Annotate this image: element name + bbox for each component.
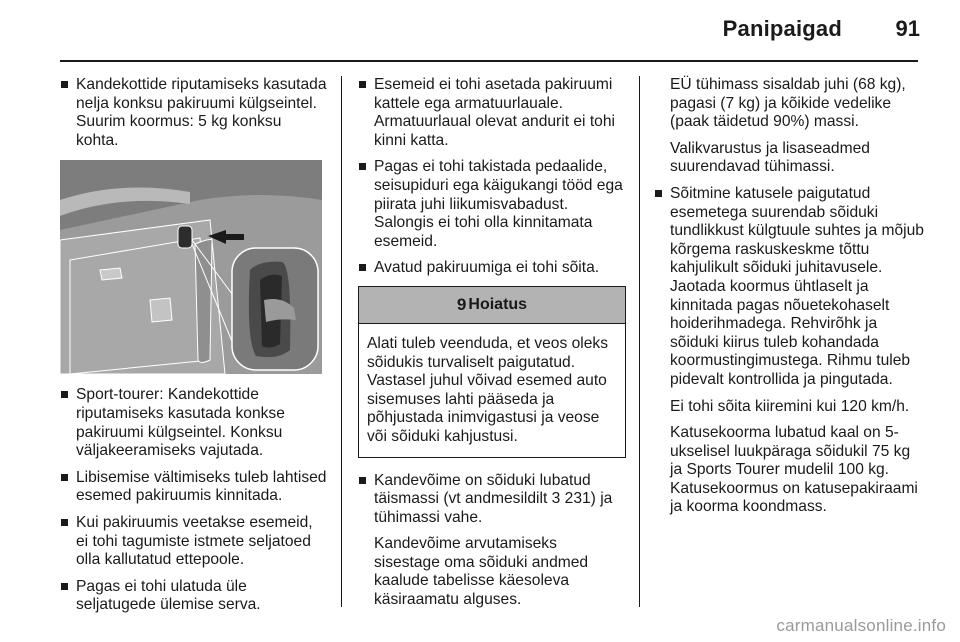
warning-triangle-icon: 9 xyxy=(456,294,467,314)
column-3 xyxy=(654,76,924,525)
warning-text: Alati tuleb veenduda, et veos oleks sõidukis turvaliselt paigutatud. Vastasel juhul võivad esemed auto sisemuses lahti pääseda ja põhjustada inimvigastusi ja veose või sõiduki kahjustusi. xyxy=(367,334,608,445)
bullet-square-icon xyxy=(655,190,662,197)
trunk-hook-illustration xyxy=(60,160,322,374)
bullet-text: Esemeid ei tohi asetada pakiruumi kattele ega armatuurlauale. Armatuurlaual olevat andurit ei tohi kinni katta. xyxy=(374,76,615,149)
bullet-item xyxy=(60,469,328,506)
warning-title: Hoiatus xyxy=(468,295,528,313)
bullet-square-icon xyxy=(359,81,366,88)
bullet-square-icon xyxy=(359,477,366,484)
paragraph: Ei tohi sõita kiiremini kui 120 km/h. xyxy=(670,397,910,415)
column-divider-1 xyxy=(341,76,342,607)
watermark-link[interactable]: carmanualsonline.info xyxy=(776,616,946,635)
paragraph: EÜ tühimass sisaldab juhi (68 kg), pagasi (7 kg) ja kõikide vedelike (paak täidetud 90%) massi. xyxy=(670,76,906,131)
bullet-item xyxy=(60,386,328,460)
bullet-text: Sõitmine katusele paigutatud esemetega suurendab sõiduki tundlikkust külgtuule suhtes ja mõjub kõrgema raskuskeskme tõttu kahjulikult sõiduki juhitavusele. Jaotada koormus ühtlaselt ja kinnitada pagas nõuetekohaselt hoiderihmadega. Rehvirõhk ja sõiduki kiirus tuleb kohandada koormustingimustega. Rihmu tuleb pidevalt kontrollida ja pingutada. xyxy=(670,184,924,388)
bullet-item xyxy=(654,185,924,390)
column-divider-2 xyxy=(639,76,640,607)
bullet-item xyxy=(60,578,328,615)
warning-header xyxy=(359,287,625,324)
bullet-item xyxy=(60,514,328,570)
bullet-text: Sport-tourer: Kandekottide riputamiseks kasutada konkse pakiruumi külgseintel. Konksu väljakeeramiseks vajutada. xyxy=(76,386,285,460)
bullet-item xyxy=(358,158,626,251)
trunk-hook-drawing xyxy=(60,160,322,374)
bullet-square-icon xyxy=(61,81,68,88)
bullet-text: Libisemise vältimiseks tuleb lahtised esemed pakiruumis kinnitada. xyxy=(76,468,327,505)
bullet-item xyxy=(358,76,626,150)
warning-box xyxy=(358,286,626,458)
column-2 xyxy=(358,76,626,618)
bullet-text: Avatud pakiruumiga ei tohi sõita. xyxy=(374,259,600,277)
column-1 xyxy=(60,76,328,623)
paragraph: Katusekoorma lubatud kaal on 5-ukselisel luukpäraga sõidukil 75 kg ja Sports Tourer mudelil 100 kg. Katusekoormus on katusepakiraami ja koorma koondmass. xyxy=(670,424,918,516)
bullet-square-icon xyxy=(359,264,366,271)
bullet-item xyxy=(358,259,626,278)
bullet-square-icon xyxy=(61,583,68,590)
paragraph: Kandevõime arvutamiseks sisestage oma sõiduki andmed kaalude tabelisse käesoleva käsiraamatu alguses. xyxy=(374,535,589,609)
bullet-item xyxy=(60,76,328,150)
bullet-text: Pagas ei tohi takistada pedaalide, seisupiduri ega käigukangi tööd ega piirata juhi liikumisvabadust. Salongis ei tohi olla kinnitamata esemeid. xyxy=(374,158,623,250)
header-divider xyxy=(60,60,918,62)
bullet-square-icon xyxy=(61,519,68,526)
bullet-square-icon xyxy=(61,391,68,398)
page-header xyxy=(0,0,960,60)
bullet-text: Kandevõime on sõiduki lubatud täismassi (vt andmesildilt 3 231) ja tühimassi vahe. xyxy=(374,471,613,526)
bullet-text: Pagas ei tohi ulatuda üle seljatugede ülemise serva. xyxy=(76,577,261,614)
bullet-square-icon xyxy=(61,474,68,481)
page-number: 91 xyxy=(895,16,920,41)
paragraph: Valikvarustus ja lisaseadmed suurendavad tühimassi. xyxy=(670,139,870,176)
bullet-square-icon xyxy=(359,163,366,170)
bullet-text: Kui pakiruumis veetakse esemeid, ei tohi tagumiste istmete seljatoed olla kallutatud ettepoole. xyxy=(76,513,313,569)
bullet-item xyxy=(358,472,626,528)
bullet-text: Kandekottide riputamiseks kasutada nelja konksu pakiruumi külgseintel. Suurim koormus: 5 kg konksu kohta. xyxy=(76,76,327,149)
page-title: Panipaigad xyxy=(722,16,842,41)
